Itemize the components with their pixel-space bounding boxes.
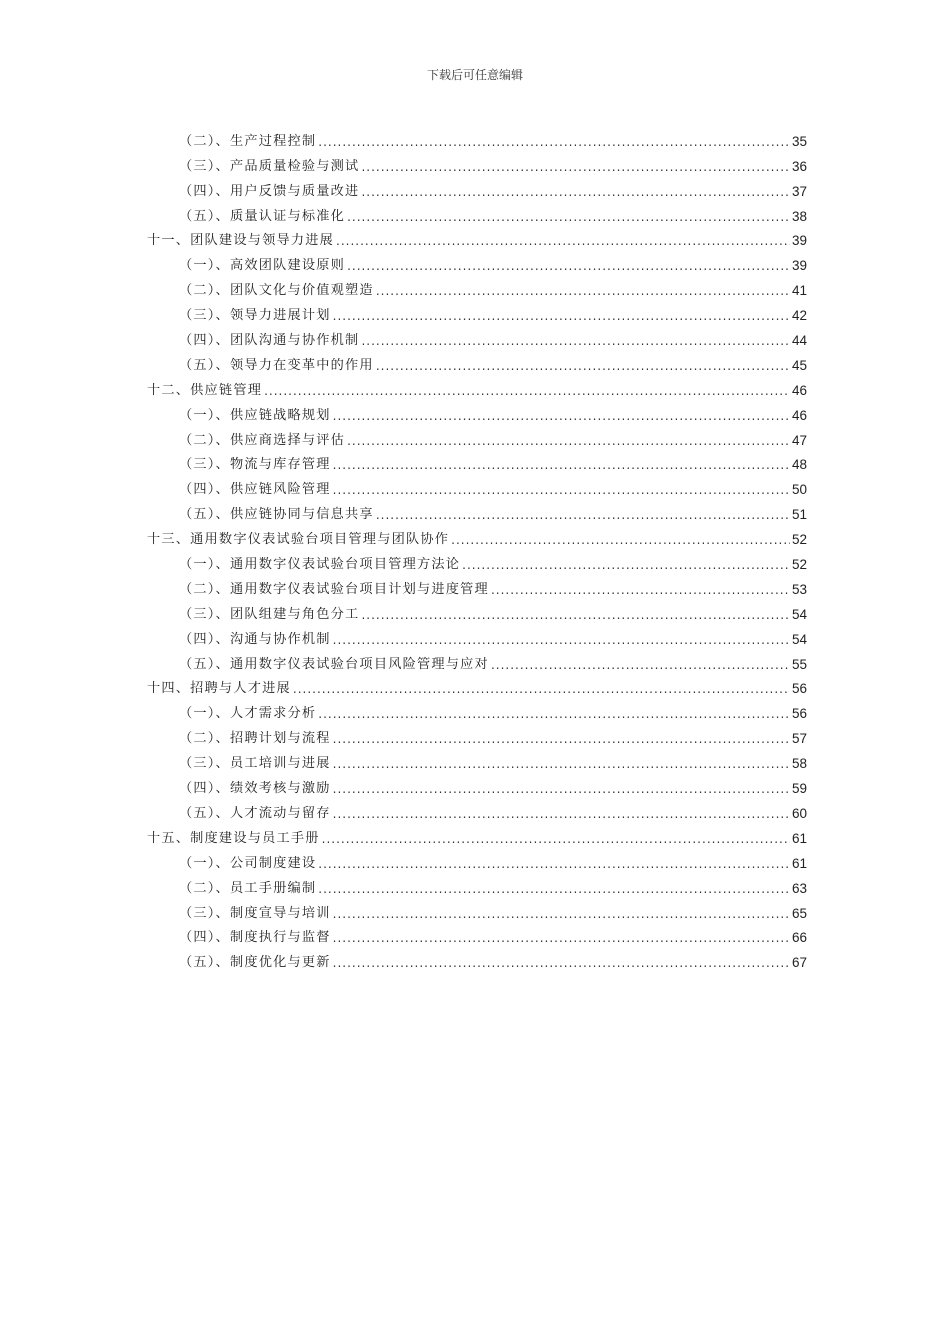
toc-section-entry[interactable]	[147, 624, 807, 649]
toc-entry-title: （一）、公司制度建设	[179, 855, 317, 871]
toc-section-entry[interactable]	[147, 126, 807, 151]
page-header: 下载后可任意编辑	[426, 68, 523, 82]
toc-entry-title: （三）、团队组建与角色分工	[179, 606, 360, 622]
toc-entry-page-number: 52	[791, 557, 807, 573]
toc-section-entry[interactable]	[147, 698, 807, 723]
toc-dot-leader	[376, 357, 790, 375]
toc-entry-page-number: 45	[791, 357, 807, 373]
toc-entry-title: （四）、制度执行与监督	[179, 930, 331, 946]
toc-section-entry[interactable]	[147, 773, 807, 798]
toc-entry-page-number: 54	[791, 606, 807, 622]
toc-dot-leader	[491, 656, 790, 674]
toc-dot-leader	[293, 680, 790, 698]
toc-dot-leader	[333, 780, 790, 798]
toc-section-entry[interactable]	[147, 176, 807, 201]
toc-entry-page-number: 56	[791, 706, 807, 722]
toc-section-entry[interactable]	[147, 723, 807, 748]
toc-dot-leader	[322, 830, 790, 848]
toc-dot-leader	[451, 531, 790, 549]
toc-entry-page-number: 50	[791, 482, 807, 498]
toc-entry-page-number: 58	[791, 756, 807, 772]
toc-entry-title: （三）、物流与库存管理	[179, 457, 331, 473]
toc-dot-leader	[376, 282, 790, 300]
toc-section-entry[interactable]	[147, 599, 807, 624]
toc-section-entry[interactable]	[147, 151, 807, 176]
toc-section-entry[interactable]	[147, 450, 807, 475]
toc-dot-leader	[333, 631, 790, 649]
toc-entry-page-number: 37	[791, 183, 807, 199]
toc-entry-page-number: 63	[791, 880, 807, 896]
toc-dot-leader	[318, 855, 790, 873]
toc-dot-leader	[347, 432, 790, 450]
toc-section-entry[interactable]	[147, 250, 807, 275]
toc-entry-page-number: 52	[791, 532, 807, 548]
toc-dot-leader	[333, 954, 790, 972]
toc-entry-page-number: 56	[791, 681, 807, 697]
toc-chapter-entry[interactable]	[147, 226, 807, 251]
toc-entry-title: 十一、团队建设与领导力进展	[147, 233, 335, 249]
toc-chapter-entry[interactable]	[147, 674, 807, 699]
toc-section-entry[interactable]	[147, 300, 807, 325]
toc-dot-leader	[347, 257, 790, 275]
toc-entry-title: （四）、绩效考核与激励	[179, 781, 331, 797]
toc-entry-page-number: 60	[791, 805, 807, 821]
toc-dot-leader	[333, 307, 790, 325]
toc-entry-title: （三）、制度宣导与培训	[179, 905, 331, 921]
toc-entry-title: 十三、通用数字仪表试验台项目管理与团队协作	[147, 532, 450, 548]
toc-entry-page-number: 46	[791, 407, 807, 423]
toc-dot-leader	[318, 705, 790, 723]
toc-entry-title: （一）、高效团队建设原则	[179, 258, 346, 274]
toc-entry-page-number: 47	[791, 432, 807, 448]
toc-section-entry[interactable]	[147, 499, 807, 524]
toc-section-entry[interactable]	[147, 400, 807, 425]
toc-entry-title: （五）、制度优化与更新	[179, 955, 331, 971]
toc-entry-page-number: 53	[791, 581, 807, 597]
toc-dot-leader	[491, 581, 790, 599]
toc-entry-title: （五）、人才流动与留存	[179, 805, 331, 821]
toc-entry-title: （三）、产品质量检验与测试	[179, 158, 360, 174]
toc-section-entry[interactable]	[147, 275, 807, 300]
toc-dot-leader	[333, 481, 790, 499]
toc-dot-leader	[462, 556, 790, 574]
toc-entry-page-number: 38	[791, 208, 807, 224]
toc-dot-leader	[333, 730, 790, 748]
toc-section-entry[interactable]	[147, 748, 807, 773]
toc-dot-leader	[333, 905, 790, 923]
toc-entry-page-number: 39	[791, 258, 807, 274]
toc-entry-page-number: 54	[791, 631, 807, 647]
toc-section-entry[interactable]	[147, 350, 807, 375]
toc-section-entry[interactable]	[147, 848, 807, 873]
toc-entry-title: （四）、团队沟通与协作机制	[179, 333, 360, 349]
toc-section-entry[interactable]	[147, 798, 807, 823]
toc-entry-title: 十四、招聘与人才进展	[147, 681, 291, 697]
toc-chapter-entry[interactable]	[147, 375, 807, 400]
toc-dot-leader	[361, 606, 790, 624]
toc-dot-leader	[264, 382, 790, 400]
toc-section-entry[interactable]	[147, 923, 807, 948]
toc-entry-page-number: 67	[791, 955, 807, 971]
toc-section-entry[interactable]	[147, 898, 807, 923]
toc-dot-leader	[333, 755, 790, 773]
toc-entry-title: 十二、供应链管理	[147, 382, 263, 398]
toc-entry-page-number: 51	[791, 507, 807, 523]
toc-entry-page-number: 35	[791, 133, 807, 149]
toc-dot-leader	[361, 183, 790, 201]
toc-entry-title: （二）、团队文化与价值观塑造	[179, 283, 374, 299]
toc-entry-title: （二）、招聘计划与流程	[179, 731, 331, 747]
toc-dot-leader	[318, 133, 790, 151]
toc-entry-title: （五）、质量认证与标准化	[179, 208, 346, 224]
toc-dot-leader	[333, 407, 790, 425]
toc-entry-page-number: 55	[791, 656, 807, 672]
toc-entry-title: （一）、人才需求分析	[179, 706, 317, 722]
toc-entry-title: （四）、用户反馈与质量改进	[179, 183, 360, 199]
toc-entry-page-number: 44	[791, 333, 807, 349]
toc-entry-title: （一）、通用数字仪表试验台项目管理方法论	[179, 557, 461, 573]
toc-dot-leader	[376, 506, 790, 524]
toc-entry-page-number: 46	[791, 382, 807, 398]
toc-entry-title: （二）、供应商选择与评估	[179, 432, 346, 448]
toc-entry-title: （三）、领导力进展计划	[179, 308, 331, 324]
toc-entry-page-number: 61	[791, 855, 807, 871]
toc-dot-leader	[333, 456, 790, 474]
toc-dot-leader	[361, 158, 790, 176]
toc-entry-page-number: 42	[791, 308, 807, 324]
toc-dot-leader	[318, 880, 790, 898]
toc-section-entry[interactable]	[147, 947, 807, 972]
toc-dot-leader	[336, 232, 790, 250]
toc-entry-title: （五）、领导力在变革中的作用	[179, 357, 374, 373]
toc-section-entry[interactable]	[147, 474, 807, 499]
toc-section-entry[interactable]	[147, 574, 807, 599]
toc-dot-leader	[333, 929, 790, 947]
toc-entry-title: （五）、通用数字仪表试验台项目风险管理与应对	[179, 656, 489, 672]
toc-entry-page-number: 61	[791, 830, 807, 846]
toc-entry-title: （五）、供应链协同与信息共享	[179, 507, 374, 523]
toc-chapter-entry[interactable]	[147, 823, 807, 848]
toc-section-entry[interactable]	[147, 201, 807, 226]
toc-section-entry[interactable]	[147, 549, 807, 574]
toc-entry-page-number: 59	[791, 781, 807, 797]
toc-section-entry[interactable]	[147, 325, 807, 350]
toc-entry-page-number: 36	[791, 158, 807, 174]
toc-entry-page-number: 66	[791, 930, 807, 946]
toc-section-entry[interactable]	[147, 649, 807, 674]
toc-entry-title: 十五、制度建设与员工手册	[147, 830, 320, 846]
toc-dot-leader	[361, 332, 790, 350]
toc-section-entry[interactable]	[147, 425, 807, 450]
toc-entry-page-number: 57	[791, 731, 807, 747]
toc-entry-title: （三）、员工培训与进展	[179, 756, 331, 772]
toc-entry-title: （四）、沟通与协作机制	[179, 631, 331, 647]
toc-entry-title: （一）、供应链战略规划	[179, 407, 331, 423]
toc-entry-title: （二）、通用数字仪表试验台项目计划与进度管理	[179, 581, 489, 597]
toc-dot-leader	[333, 805, 790, 823]
toc-entry-page-number: 65	[791, 905, 807, 921]
toc-entry-page-number: 48	[791, 457, 807, 473]
toc-entry-title: （二）、生产过程控制	[179, 133, 317, 149]
toc-section-entry[interactable]	[147, 873, 807, 898]
toc-entry-page-number: 39	[791, 233, 807, 249]
table-of-contents	[147, 126, 807, 972]
toc-chapter-entry[interactable]	[147, 524, 807, 549]
toc-dot-leader	[347, 208, 790, 226]
toc-entry-page-number: 41	[791, 283, 807, 299]
toc-entry-title: （二）、员工手册编制	[179, 880, 317, 896]
toc-entry-title: （四）、供应链风险管理	[179, 482, 331, 498]
